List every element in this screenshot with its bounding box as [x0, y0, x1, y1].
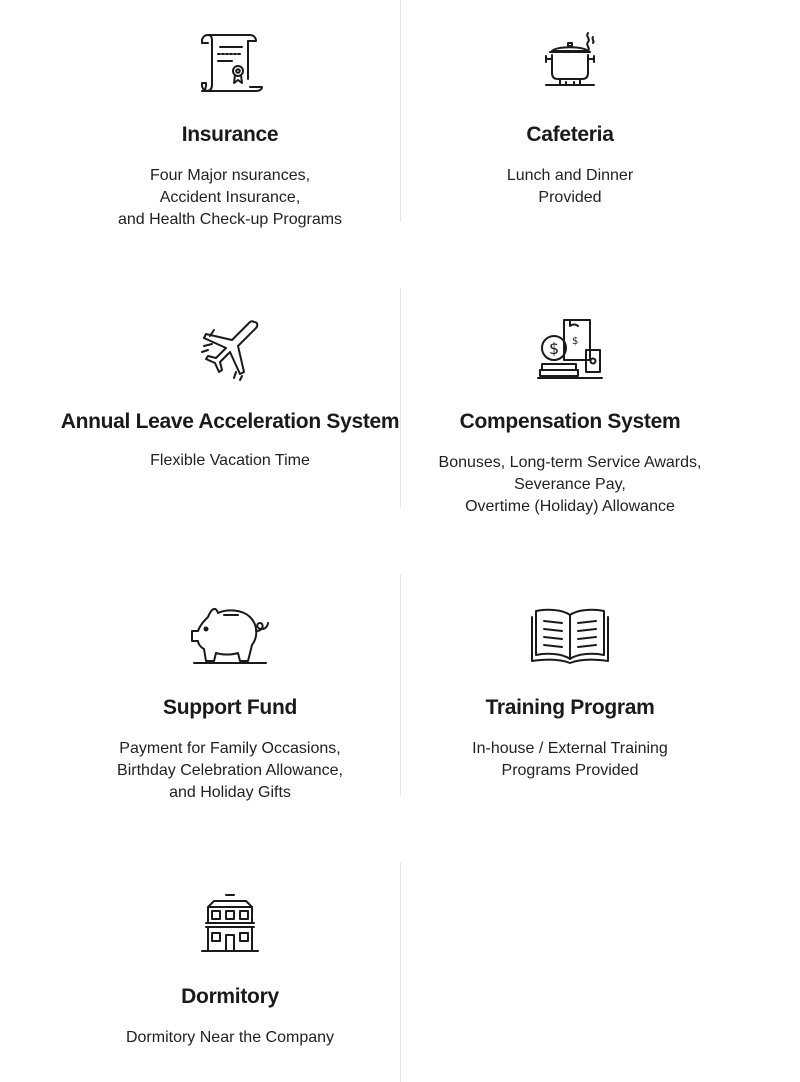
certificate-scroll-icon [180, 26, 280, 96]
benefit-description: Lunch and Dinner Provided [506, 167, 634, 206]
money-wallet-icon [520, 313, 620, 383]
benefit-title: Annual Leave Acceleration System [60, 410, 400, 433]
benefit-title: Insurance [181, 123, 279, 146]
building-icon [180, 888, 280, 958]
benefit-description: Flexible Vacation Time [150, 452, 310, 469]
column-divider [400, 862, 401, 1082]
benefit-title: Training Program [485, 696, 655, 719]
benefit-card-support-fund [60, 600, 400, 804]
benefit-description: Four Major nsurances, Accident Insurance, and Health Check-up Programs [117, 167, 343, 228]
benefit-title: Compensation System [459, 410, 681, 433]
svg-text:$: $ [549, 339, 560, 358]
airplane-icon [180, 313, 280, 383]
benefit-card-cafeteria [400, 26, 740, 209]
benefit-description: Bonuses, Long-term Service Awards, Severance Pay, Overtime (Holiday) Allowance [438, 454, 702, 515]
svg-text:$: $ [572, 336, 579, 347]
benefit-description: Dormitory Near the Company [125, 1029, 335, 1046]
benefit-description: In-house / External Training Programs Provided [472, 740, 668, 779]
benefit-title: Dormitory [181, 985, 279, 1008]
cooking-pot-icon [520, 26, 620, 96]
benefit-card-insurance [60, 26, 400, 231]
benefit-card-annual-leave [60, 313, 400, 472]
benefit-title: Support Fund [162, 696, 298, 719]
open-book-icon [520, 600, 620, 670]
benefit-card-compensation [400, 313, 740, 518]
benefit-card-training [400, 600, 740, 782]
benefit-card-dormitory [60, 888, 400, 1049]
piggy-bank-icon [180, 600, 280, 670]
benefit-description: Payment for Family Occasions, Birthday Celebration Allowance, and Holiday Gifts [117, 740, 343, 801]
benefit-title: Cafeteria [526, 123, 614, 146]
